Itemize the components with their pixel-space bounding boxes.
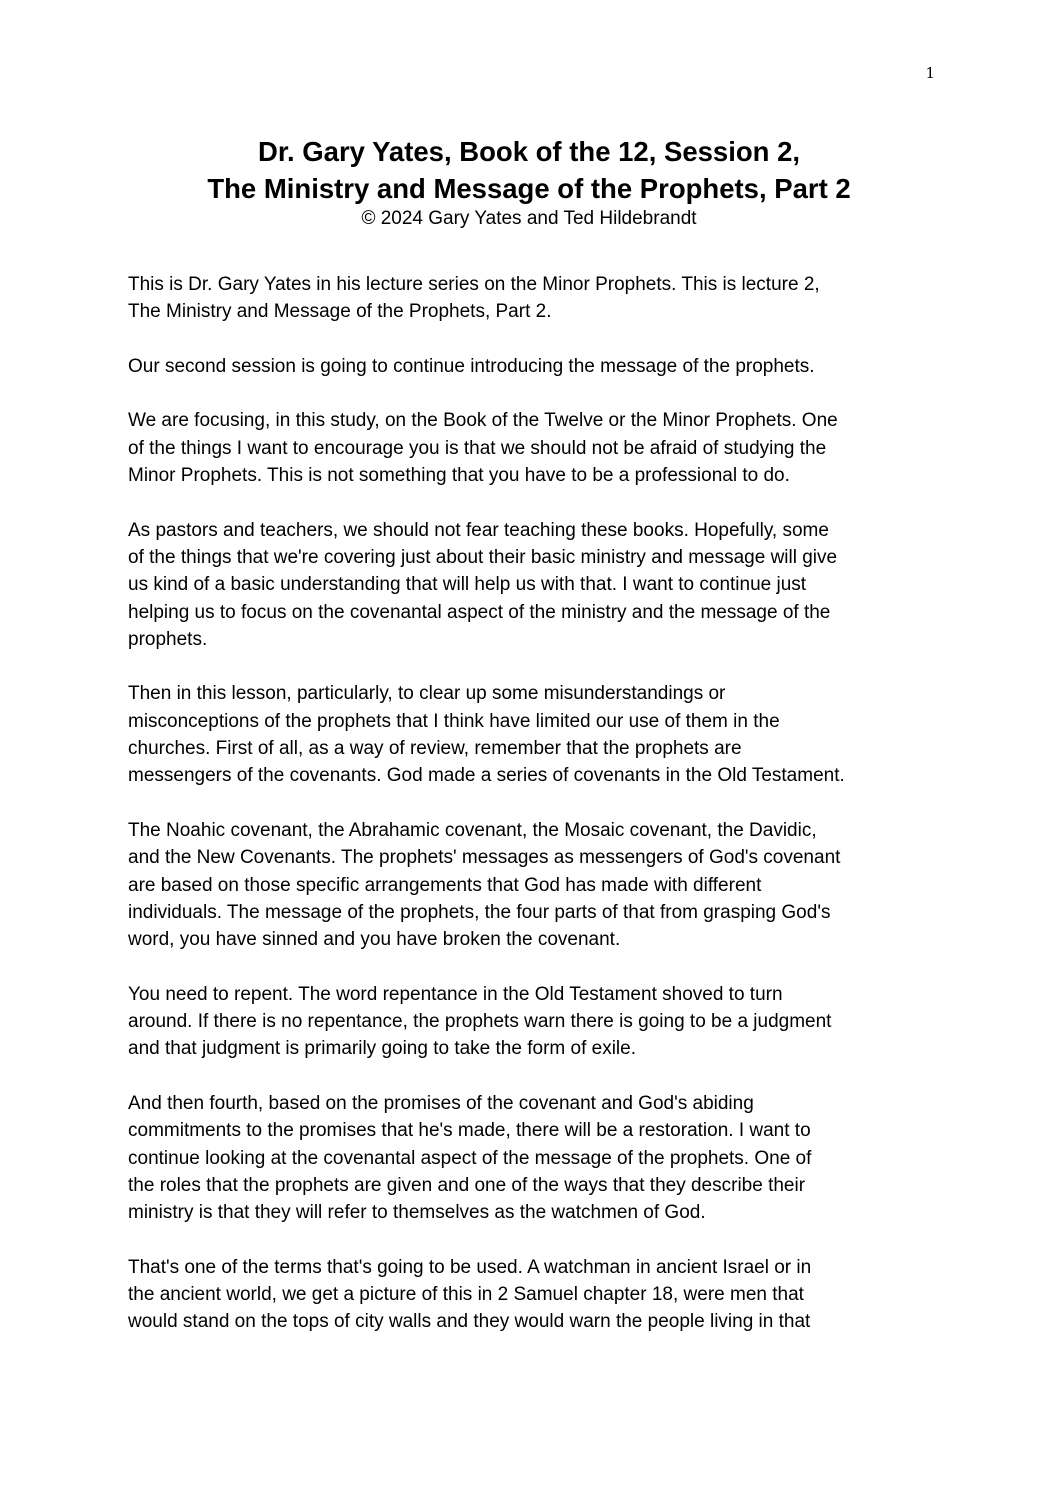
text-line: As pastors and teachers, we should not fear teaching these books. Hopefully, some — [128, 519, 829, 541]
text-line: misconceptions of the prophets that I think have limited our use of them in the — [128, 710, 780, 732]
paragraph-7 — [128, 981, 928, 1063]
copyright-notice: © 2024 Gary Yates and Ted Hildebrandt — [361, 208, 697, 229]
text-line: churches. First of all, as a way of review, remember that the prophets are — [128, 738, 742, 760]
text-line: helping us to focus on the covenantal aspect of the ministry and the message of the — [128, 601, 831, 623]
text-line: messengers of the covenants. God made a series of covenants in the Old Testament. — [128, 765, 845, 787]
paragraph-2 — [128, 353, 928, 380]
text-line: The Noahic covenant, the Abrahamic covenant, the Mosaic covenant, the Davidic, — [128, 819, 817, 841]
paragraph-6 — [128, 817, 928, 953]
paragraph-5 — [128, 680, 928, 789]
text-line: the ancient world, we get a picture of this in 2 Samuel chapter 18, were men that — [128, 1283, 804, 1305]
paragraph-9 — [128, 1254, 928, 1336]
document-body — [128, 271, 928, 1363]
text-line: and the New Covenants. The prophets' messages as messengers of God's covenant — [128, 847, 841, 869]
paragraph-8 — [128, 1090, 928, 1226]
text-line: ministry is that they will refer to themselves as the watchmen of God. — [128, 1202, 706, 1224]
text-line: The Ministry and Message of the Prophets, Part 2. — [128, 301, 552, 323]
document-title-line-1: Dr. Gary Yates, Book of the 12, Session 2, — [257, 136, 801, 167]
document-title-line-2: The Ministry and Message of the Prophets, Part 2 — [207, 173, 851, 204]
text-line: prophets. — [128, 628, 208, 650]
paragraph-4 — [128, 517, 928, 653]
text-line: word, you have sinned and you have broken the covenant. — [128, 929, 621, 951]
text-line: us kind of a basic understanding that will help us with that. I want to continue just — [128, 574, 807, 596]
text-line: of the things I want to encourage you is that we should not be afraid of studying the — [128, 437, 827, 459]
document-header — [110, 133, 948, 230]
text-line: We are focusing, in this study, on the Book of the Twelve or the Minor Prophets. One — [128, 410, 838, 432]
text-line: and that judgment is primarily going to take the form of exile. — [128, 1038, 636, 1060]
text-line: the roles that the prophets are given and one of the ways that they describe their — [128, 1174, 806, 1196]
text-line: This is Dr. Gary Yates in his lecture series on the Minor Prophets. This is lecture 2, — [128, 274, 820, 295]
text-line: continue looking at the covenantal aspect of the message of the prophets. One of — [128, 1147, 812, 1169]
text-line: That's one of the terms that's going to be used. A watchman in ancient Israel or in — [128, 1256, 812, 1278]
text-line: around. If there is no repentance, the prophets warn there is going to be a judgment — [128, 1011, 832, 1033]
text-line: Minor Prophets. This is not something that you have to be a professional to do. — [128, 465, 790, 487]
text-line: are based on those specific arrangements that God has made with different — [128, 874, 762, 896]
text-line: Our second session is going to continue introducing the message of the prophets. — [128, 355, 815, 377]
text-line: would stand on the tops of city walls and they would warn the people living in that — [128, 1311, 811, 1333]
text-line: And then fourth, based on the promises of the covenant and God's abiding — [128, 1092, 754, 1114]
paragraph-3 — [128, 407, 928, 489]
page-number: 1 — [925, 64, 935, 82]
text-line: of the things that we're covering just about their basic ministry and message will give — [128, 546, 838, 568]
paragraph-1 — [128, 271, 928, 326]
text-line: You need to repent. The word repentance in the Old Testament shoved to turn — [128, 983, 783, 1005]
text-line: Then in this lesson, particularly, to clear up some misunderstandings or — [128, 683, 726, 705]
text-line: individuals. The message of the prophets, the four parts of that from grasping God's — [128, 901, 831, 923]
text-line: commitments to the promises that he's made, there will be a restoration. I want to — [128, 1120, 811, 1142]
